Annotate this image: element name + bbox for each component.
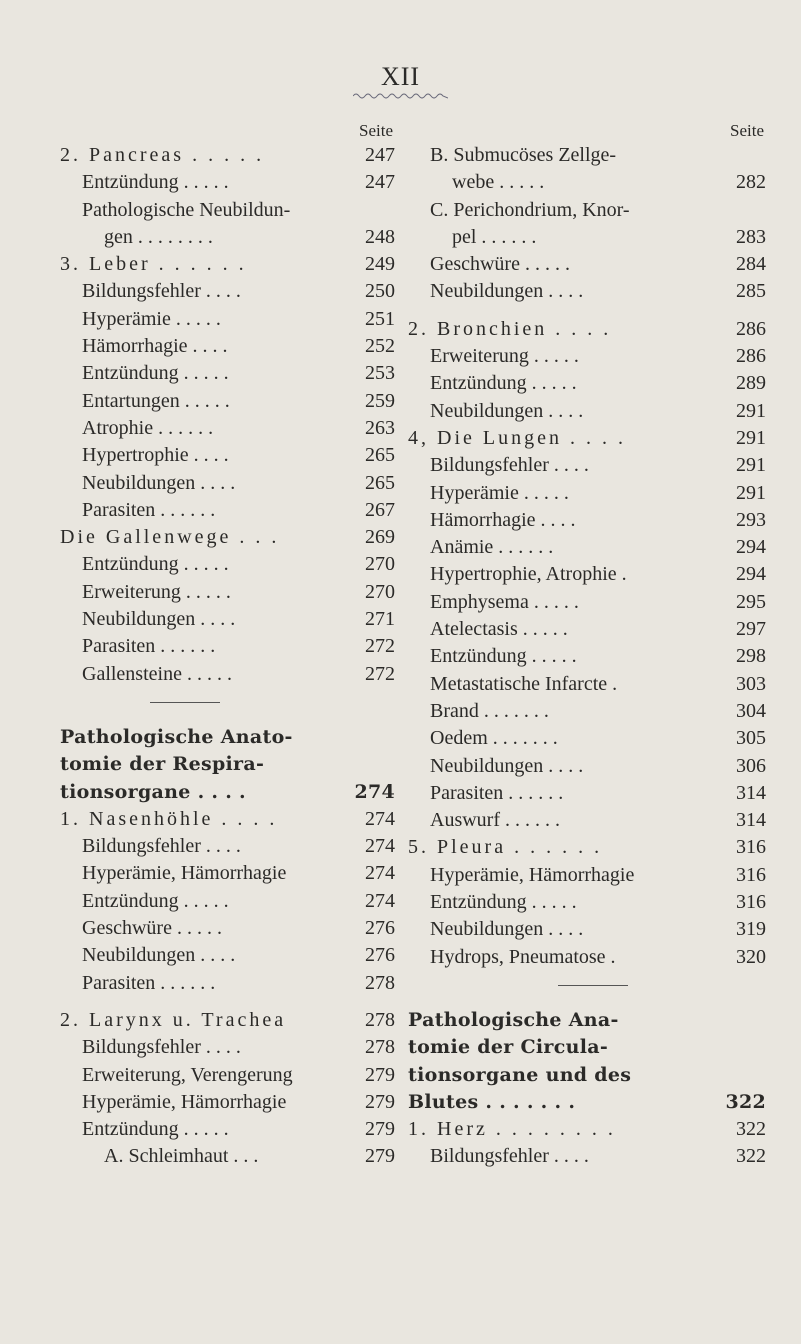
toc-label: Hyperämie, Hämorrhagie [82,862,287,885]
toc-entry [408,862,766,889]
toc-label: Erweiterung . . . . . [82,580,231,603]
page-number: XII [380,62,421,91]
toc-page-number: 274 [365,862,395,885]
toc-entry [408,725,766,752]
toc-entry [408,278,766,305]
toc-label: Oedem . . . . . . . [430,727,558,750]
toc-label: tionsorgane und des [408,1063,632,1086]
toc-entry [60,833,395,860]
section-divider [408,971,766,1007]
toc-label: 1. Nasenhöhle . . . . [60,807,278,830]
toc-page-number: 251 [365,307,395,330]
toc-entry [408,507,766,534]
spacer [60,997,395,1007]
toc-page-number: 279 [365,1090,395,1113]
toc-entry [408,142,766,169]
toc-label: Bildungsfehler . . . . [430,1145,589,1168]
toc-label: Entzündung . . . . . [82,171,229,194]
toc-entry [60,388,395,415]
toc-label: 2. Bronchien . . . . [408,317,612,340]
toc-label: Neubildungen . . . . [82,944,236,967]
toc-page-number: 291 [736,399,766,422]
toc-label: Gallensteine . . . . . [82,662,232,685]
toc-entry [60,142,395,169]
toc-entry [60,251,395,278]
toc-page-number: 294 [736,536,766,559]
toc-page-number: 322 [725,1090,766,1113]
toc-page-number: 271 [365,608,395,631]
toc-page-number: 284 [736,253,766,276]
toc-page-number: 316 [736,836,766,859]
toc-label: Auswurf . . . . . . [430,809,560,832]
toc-label: 2. Pancreas . . . . . [60,144,265,166]
toc-entry [60,970,395,997]
toc-label: Entartungen . . . . . [82,389,230,412]
toc-label: C. Perichondrium, Knor- [430,198,630,221]
toc-page-number: 294 [736,563,766,586]
toc-entry [60,806,395,833]
toc-label: 3. Leber . . . . . . [60,253,247,276]
toc-label: Hypertrophie . . . . [82,444,229,467]
toc-entry [60,306,395,333]
toc-heading [408,1089,766,1116]
toc-entry [60,551,395,578]
toc-page-number: 286 [736,317,766,340]
toc-page-number: 274 [365,807,395,830]
toc-page-number: 270 [365,553,395,576]
toc-entry [60,524,395,551]
toc-entry [60,333,395,360]
divider-line [558,985,628,986]
toc-page-number: 305 [736,727,766,750]
toc-label: Hyperämie, Hämorrhagie [82,1090,287,1113]
toc-label: tomie der Circula- [408,1036,609,1059]
toc-page-number: 303 [736,672,766,695]
toc-page-number: 278 [365,971,395,994]
toc-label: tomie der Respira- [60,753,265,776]
toc-label: Entzündung . . . . . [82,553,229,576]
toc-page-number: 314 [736,781,766,804]
toc-label: Emphysema . . . . . [430,590,579,613]
toc-entry [408,251,766,278]
toc-entry [60,442,395,469]
toc-page-number: 274 [365,835,395,858]
toc-label: Neubildungen . . . . [430,399,584,422]
left-column [60,120,395,1171]
toc-entry [60,1116,395,1143]
toc-entry [408,753,766,780]
toc-heading [60,751,395,778]
toc-label: Entzündung . . . . . [82,362,229,385]
toc-label: Bildungsfehler . . . . [82,280,241,303]
toc-label: Die Gallenwege . . . [60,526,280,549]
toc-label: Bildungsfehler . . . . [82,835,241,858]
toc-label: Hydrops, Pneumatose . [430,945,616,968]
toc-page-number: 272 [365,662,395,685]
toc-label: Entzündung . . . . . [430,372,577,395]
toc-page-number: 278 [365,1036,395,1059]
column-header: Seite [730,121,764,140]
toc-label: Geschwüre . . . . . [82,917,222,940]
toc-page-number: 269 [365,526,395,549]
toc-page-number: 252 [365,335,395,358]
toc-label: Hyperämie . . . . . [82,307,221,330]
toc-label: Entzündung . . . . . [430,645,577,668]
toc-page-number: 259 [365,389,395,412]
toc-label: Atrophie . . . . . . [82,416,214,439]
toc-label: Hyperämie, Hämorrhagie [430,863,635,886]
toc-entry [408,589,766,616]
toc-entry [408,643,766,670]
toc-label: Pathologische Anato- [60,725,293,748]
toc-page-number: 291 [736,454,766,477]
toc-entry [60,197,395,224]
toc-entry [408,561,766,588]
toc-label: Parasiten . . . . . . [430,781,564,804]
toc-entry [60,1089,395,1116]
toc-label: Neubildungen . . . . [430,280,584,303]
toc-page-number: 319 [736,918,766,941]
toc-page-number: 286 [736,345,766,368]
toc-entry [60,415,395,442]
toc-page-number: 314 [736,809,766,832]
toc-page-number: 322 [736,1118,766,1141]
toc-entry [408,671,766,698]
toc-page-number: 270 [365,580,395,603]
toc-entry [408,480,766,507]
toc-entry [408,807,766,834]
toc-label: 1. Herz . . . . . . . . [408,1118,616,1141]
toc-label: gen . . . . . . . . [104,225,213,248]
toc-label: B. Submucöses Zellge- [430,144,617,166]
ornament-rule [353,92,448,100]
toc-entry [408,425,766,452]
toc-label: Erweiterung, Verengerung [82,1063,293,1086]
toc-label: Anämie . . . . . . [430,536,554,559]
toc-entry [60,1062,395,1089]
toc-page-number: 316 [736,891,766,914]
toc-label: pel . . . . . . [452,225,537,248]
toc-label: Erweiterung . . . . . [430,345,579,368]
toc-entry [60,579,395,606]
toc-entry [408,316,766,343]
toc-label: Parasiten . . . . . . [82,971,216,994]
toc-entry [408,698,766,725]
toc-label: Bildungsfehler . . . . [430,454,589,477]
toc-entry [60,360,395,387]
toc-page-number: 265 [365,471,395,494]
toc-heading [60,724,395,751]
toc-page-number: 276 [365,944,395,967]
toc-label: Pathologische Ana- [408,1008,619,1031]
toc-label: A. Schleimhaut . . . [104,1145,259,1168]
toc-entry [408,224,766,251]
divider-line [150,702,220,703]
toc-entry [60,169,395,196]
toc-entry [60,224,395,251]
toc-label: Neubildungen . . . . [82,608,236,631]
toc-page-number: 283 [736,225,766,248]
toc-entry [60,888,395,915]
toc-entry [60,860,395,887]
toc-page-number: 265 [365,444,395,467]
toc-entry [60,1143,395,1170]
toc-entry [60,1007,395,1034]
toc-entry [408,889,766,916]
toc-label: Entzündung . . . . . [430,891,577,914]
toc-entry [408,398,766,425]
toc-page-number: 274 [365,889,395,912]
toc-entry [60,633,395,660]
toc-entry [408,1116,766,1143]
toc-entry [60,661,395,688]
toc-page-number: 263 [365,416,395,439]
toc-entry [60,278,395,305]
toc-page-number: 304 [736,699,766,722]
section-divider [60,688,395,724]
toc-page-number: 274 [354,780,395,803]
toc-page-number: 247 [365,171,395,194]
toc-entry [408,343,766,370]
toc-label: Neubildungen . . . . [82,471,236,494]
toc-label: Metastatische Infarcte . [430,672,618,695]
toc-page-number: 297 [736,618,766,641]
toc-page-number: 276 [365,917,395,940]
toc-label: Parasiten . . . . . . [82,635,216,658]
toc-label: 2. Larynx u. Trachea [60,1008,287,1031]
toc-label: 5. Pleura . . . . . . [408,836,603,859]
toc-page-number: 279 [365,1145,395,1168]
toc-label: Hypertrophie, Atrophie . [430,563,627,586]
toc-page-number: 279 [365,1118,395,1141]
toc-page-number: 289 [736,372,766,395]
toc-label: webe . . . . . [452,171,545,194]
toc-label: Atelectasis . . . . . [430,618,568,641]
toc-entry [408,370,766,397]
toc-entry [60,470,395,497]
column-header: Seite [359,121,393,140]
toc-entry [60,606,395,633]
toc-page-number: 285 [736,280,766,303]
toc-page-number: 247 [365,144,395,166]
toc-label: Pathologische Neubildun- [82,198,291,221]
toc-entry [408,944,766,971]
toc-heading [60,779,395,806]
right-column [408,120,766,1171]
toc-page-number: 320 [736,945,766,968]
toc-page-number: 291 [736,481,766,504]
toc-label: Parasiten . . . . . . [82,498,216,521]
toc-entry [408,534,766,561]
toc-label: Geschwüre . . . . . [430,253,570,276]
toc-page-number: 291 [736,426,766,449]
toc-page-number: 272 [365,635,395,658]
toc-label: Bildungsfehler . . . . [82,1036,241,1059]
toc-page-number: 279 [365,1063,395,1086]
toc-entry [408,834,766,861]
toc-heading [408,1007,766,1034]
spacer [408,306,766,316]
toc-page-number: 267 [365,498,395,521]
toc-entry [408,916,766,943]
toc-label: tionsorgane . . . . [60,780,246,803]
toc-entry [60,497,395,524]
toc-page-number: 250 [365,280,395,303]
toc-page-number: 293 [736,508,766,531]
toc-page-number: 278 [365,1008,395,1031]
toc-entry [60,915,395,942]
toc-label: Blutes . . . . . . . [408,1090,576,1113]
toc-entry [408,169,766,196]
toc-heading [408,1062,766,1089]
toc-page-number: 306 [736,754,766,777]
toc-page-number: 295 [736,590,766,613]
toc-page-number: 253 [365,362,395,385]
toc-label: Neubildungen . . . . [430,918,584,941]
toc-label: Entzündung . . . . . [82,889,229,912]
toc-label: Hyperämie . . . . . [430,481,569,504]
toc-page-number: 282 [736,171,766,194]
toc-entry [60,942,395,969]
toc-entry [60,1034,395,1061]
toc-entry [408,197,766,224]
toc-page-number: 316 [736,863,766,886]
toc-page-number: 249 [365,253,395,276]
right-entries [408,142,766,1171]
toc-label: Hämorrhagie . . . . [430,508,576,531]
toc-label: 4, Die Lungen . . . . [408,426,626,449]
toc-page-number: 322 [736,1145,766,1168]
toc-page-number: 248 [365,225,395,248]
toc-label: Brand . . . . . . . [430,699,549,722]
toc-page-number: 298 [736,645,766,668]
toc-label: Entzündung . . . . . [82,1118,229,1141]
toc-label: Hämorrhagie . . . . [82,335,228,358]
toc-entry [408,452,766,479]
toc-entry [408,1143,766,1170]
left-entries [60,142,395,1171]
toc-heading [408,1034,766,1061]
toc-entry [408,616,766,643]
toc-entry [408,780,766,807]
toc-label: Neubildungen . . . . [430,754,584,777]
